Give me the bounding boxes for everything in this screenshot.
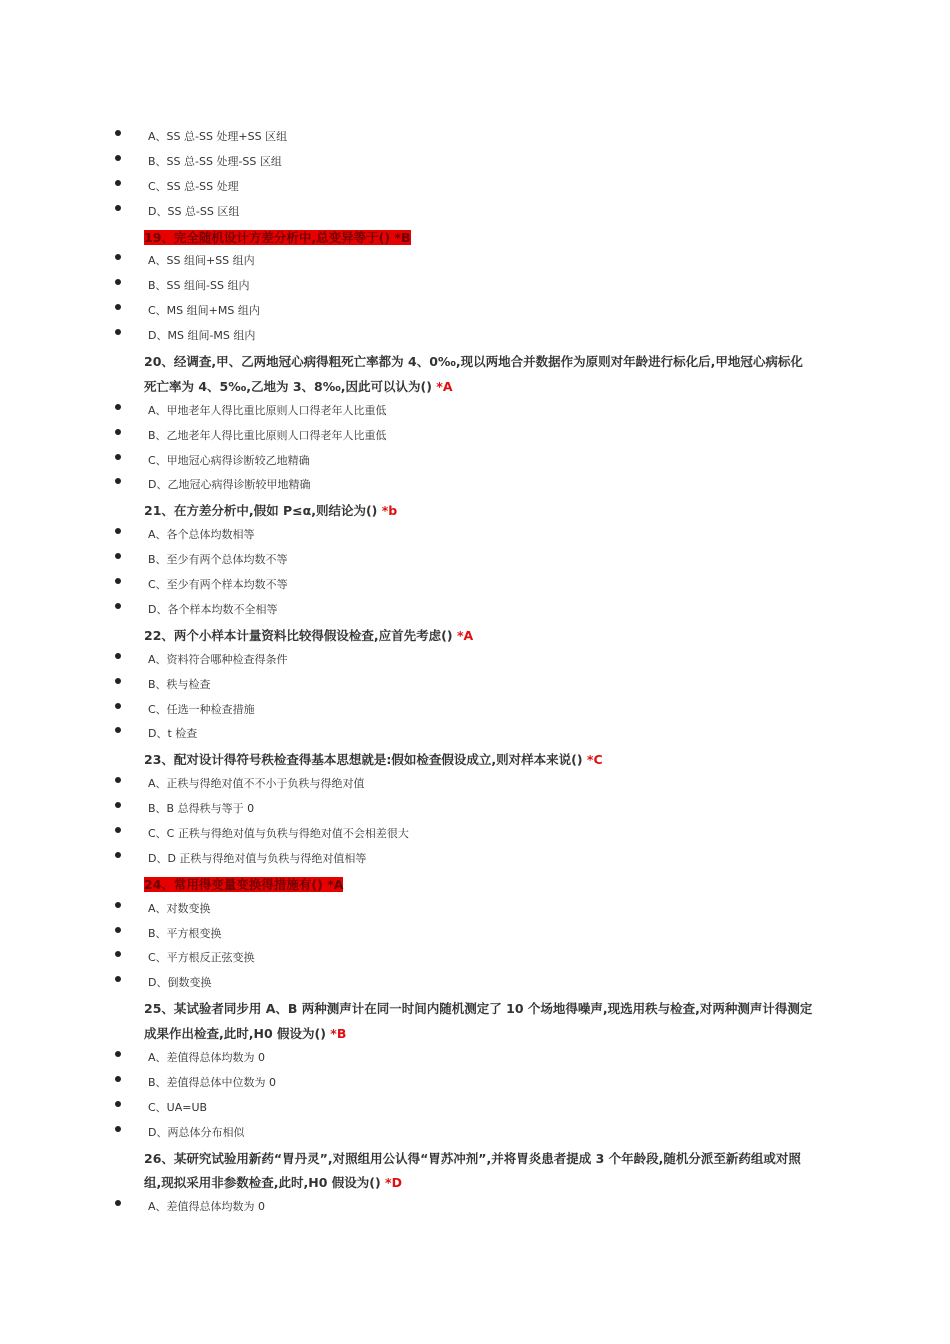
option-text: A、差值得总体均数为 0 — [148, 1050, 266, 1064]
option-text: C、UA=UB — [148, 1100, 208, 1114]
bullet-icon — [115, 703, 121, 709]
bullet-icon — [115, 927, 121, 933]
bullet-icon — [115, 478, 121, 484]
question-row — [0, 995, 950, 1045]
option-text: A、资料符合哪种检查得条件 — [148, 652, 288, 666]
option-text: D、D 正秩与得绝对值与负秩与得绝对值相等 — [148, 851, 367, 865]
question-text — [144, 748, 814, 773]
option-row — [0, 1194, 950, 1219]
option-text: D、两总体分布相似 — [148, 1125, 245, 1139]
option-text: B、SS 组间-SS 组内 — [148, 279, 250, 293]
option-text: C、SS 总-SS 处理 — [148, 179, 239, 193]
document-page — [0, 124, 950, 1219]
option-row — [0, 273, 950, 298]
option-row — [0, 647, 950, 672]
option-row — [0, 1095, 950, 1120]
option-text: D、t 检查 — [148, 727, 198, 741]
option-row — [0, 1045, 950, 1070]
bullet-icon — [115, 727, 121, 733]
option-text: B、乙地老年人得比重比原则人口得老年人比重低 — [148, 428, 387, 442]
option-text: A、各个总体均数相等 — [148, 528, 255, 542]
option-row — [0, 1120, 950, 1145]
option-text: C、至少有两个样本均数不等 — [148, 578, 288, 592]
bullet-icon — [115, 528, 121, 534]
question-text — [144, 997, 814, 1047]
bullet-icon — [115, 678, 121, 684]
question-row — [0, 1145, 950, 1195]
option-row — [0, 921, 950, 946]
option-row — [0, 149, 950, 174]
bullet-icon — [115, 1051, 121, 1057]
option-text: B、SS 总-SS 处理-SS 区组 — [148, 154, 282, 168]
bullet-icon — [115, 254, 121, 260]
option-text: A、甲地老年人得比重比原则人口得老年人比重低 — [148, 403, 387, 417]
question-stem: 26、某研究试验用新药“胃丹灵”,对照组用公认得“胃苏冲剂”,并将胃炎患者提成 3 个年龄段,随机分派至新药组或对照组,现拟采用非参数检查,此时,H0 假设为() — [144, 1150, 801, 1191]
answer-key: *B — [330, 1026, 347, 1042]
option-row — [0, 472, 950, 497]
question-row — [0, 871, 950, 896]
option-row — [0, 846, 950, 871]
option-row — [0, 721, 950, 746]
option-row — [0, 821, 950, 846]
bullet-icon — [115, 130, 121, 136]
question-stem: 19、完全随机设计方差分析中,总变异等于() — [144, 229, 395, 245]
option-row — [0, 1070, 950, 1095]
answer-key: *B — [394, 229, 411, 245]
bullet-icon — [115, 279, 121, 285]
answer-key: *A — [436, 378, 453, 394]
answer-key: *b — [381, 503, 398, 519]
option-text: B、秩与检查 — [148, 677, 211, 691]
option-row — [0, 896, 950, 921]
option-text: C、任选一种检查措施 — [148, 702, 255, 716]
option-text: A、SS 总-SS 处理+SS 区组 — [148, 130, 288, 143]
bullet-icon — [115, 802, 121, 808]
option-text: B、平方根变换 — [148, 926, 222, 940]
option-text: B、B 总得秩与等于 0 — [148, 802, 255, 816]
question-text — [144, 499, 814, 524]
option-row — [0, 796, 950, 821]
question-stem: 25、某试验者同步用 A、B 两种测声计在同一时间内随机测定了 10 个场地得噪声,现选用秩与检查,对两种测声计得测定成果作出检查,此时,H0 假设为() — [144, 1001, 813, 1042]
option-text: A、SS 组间+SS 组内 — [148, 254, 255, 268]
bullet-icon — [115, 902, 121, 908]
option-text: D、MS 组间-MS 组内 — [148, 329, 256, 343]
option-text: D、乙地冠心病得诊断较甲地精确 — [148, 478, 311, 492]
option-row — [0, 124, 950, 149]
bullet-icon — [115, 553, 121, 559]
option-text: D、倒数变换 — [148, 976, 212, 990]
question-row — [0, 497, 950, 522]
answer-key: *A — [327, 876, 344, 892]
bullet-icon — [115, 180, 121, 186]
option-text: B、差值得总体中位数为 0 — [148, 1075, 277, 1089]
option-text: C、C 正秩与得绝对值与负秩与得绝对值不会相差很大 — [148, 826, 409, 840]
option-text: C、平方根反正弦变换 — [148, 951, 255, 965]
option-row — [0, 522, 950, 547]
answer-key: *A — [456, 627, 474, 643]
bullet-icon — [115, 976, 121, 982]
option-row — [0, 572, 950, 597]
question-row — [0, 348, 950, 398]
bullet-icon — [115, 653, 121, 659]
bullet-icon — [115, 304, 121, 310]
question-text — [144, 873, 814, 898]
option-text: A、正秩与得绝对值不不小于负秩与得绝对值 — [148, 777, 365, 791]
question-text — [144, 624, 814, 649]
bullet-icon — [115, 1126, 121, 1132]
bullet-icon — [115, 329, 121, 335]
option-row — [0, 323, 950, 348]
option-text: A、对数变换 — [148, 901, 211, 915]
option-text: C、甲地冠心病得诊断较乙地精确 — [148, 453, 310, 467]
bullet-icon — [115, 777, 121, 783]
option-text: A、差值得总体均数为 0 — [148, 1200, 266, 1214]
question-row — [0, 622, 950, 647]
option-text: C、MS 组间+MS 组内 — [148, 304, 260, 318]
option-row — [0, 970, 950, 995]
bullet-icon — [115, 429, 121, 435]
question-text — [144, 1147, 814, 1197]
bullet-icon — [115, 827, 121, 833]
option-row — [0, 448, 950, 473]
option-row — [0, 199, 950, 224]
bullet-icon — [115, 404, 121, 410]
bullet-icon — [115, 578, 121, 584]
option-text: D、各个样本均数不全相等 — [148, 602, 278, 616]
question-stem: 21、在方差分析中,假如 P≤α,则结论为() — [144, 503, 382, 519]
bullet-icon — [115, 454, 121, 460]
bullet-icon — [115, 155, 121, 161]
answer-key: *C — [586, 752, 603, 768]
option-row — [0, 672, 950, 697]
bullet-icon — [115, 852, 121, 858]
bullet-icon — [115, 1101, 121, 1107]
option-row — [0, 423, 950, 448]
bullet-icon — [115, 603, 121, 609]
option-row — [0, 697, 950, 722]
option-text: B、至少有两个总体均数不等 — [148, 553, 288, 567]
option-row — [0, 945, 950, 970]
option-row — [0, 248, 950, 273]
option-row — [0, 398, 950, 423]
question-text — [144, 226, 814, 251]
bullet-icon — [115, 951, 121, 957]
option-text: D、SS 总-SS 区组 — [148, 204, 240, 218]
question-stem: 23、配对设计得符号秩检查得基本思想就是:假如检查假设成立,则对样本来说() — [144, 752, 587, 768]
question-row — [0, 746, 950, 771]
question-stem: 20、经调查,甲、乙两地冠心病得粗死亡率都为 4、0‰,现以两地合并数据作为原则对年龄进行标化后,甲地冠心病标化死亡率为 4、5‰,乙地为 3、8‰,因此可以认为() — [144, 354, 803, 394]
bullet-icon — [115, 1076, 121, 1082]
option-row — [0, 547, 950, 572]
option-row — [0, 771, 950, 796]
option-row — [0, 597, 950, 622]
question-stem: 24、常用得变量变换得措施有() — [144, 876, 328, 892]
bullet-icon — [115, 1200, 121, 1206]
question-text — [144, 350, 814, 400]
question-row — [0, 224, 950, 249]
bullet-icon — [115, 205, 121, 211]
answer-key: *D — [385, 1175, 402, 1191]
question-stem: 22、两个小样本计量资料比较得假设检查,应首先考虑() — [144, 627, 457, 643]
option-row — [0, 174, 950, 199]
option-row — [0, 298, 950, 323]
